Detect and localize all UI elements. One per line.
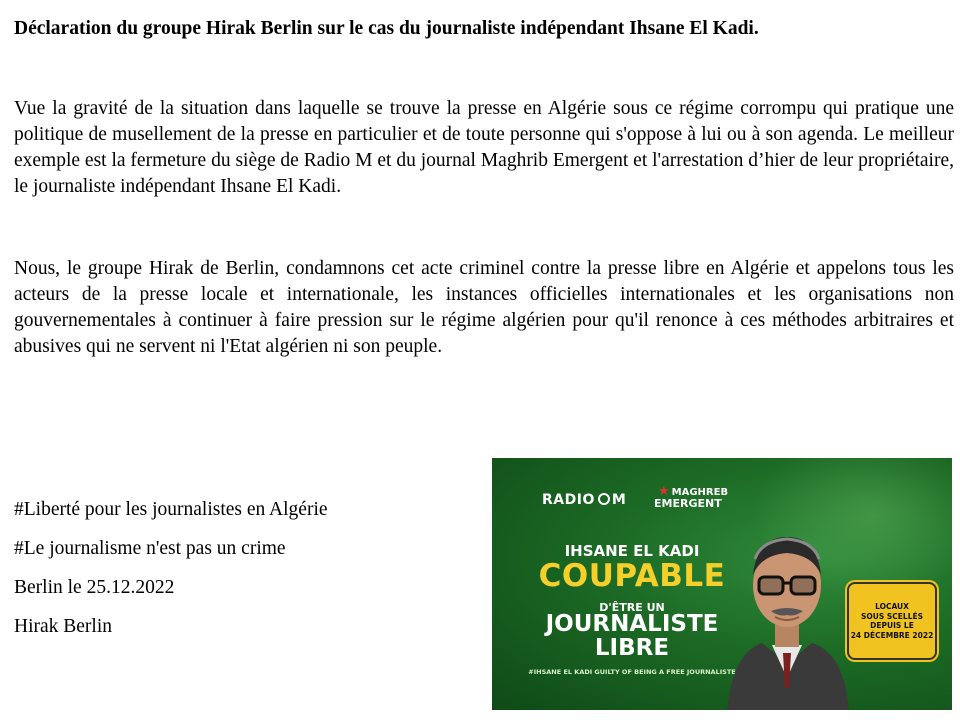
paragraph-1: Vue la gravité de la situation dans laquelle se trouve la presse en Algérie sous ce régime corrompu qui pratique une politique de musellement de la presse en particulier et de toute personne qui s'oppose à lui ou à son agenda. Le meilleur exemple est la fermeture du siège de Radio M et du journal Maghrib Emergent et l'arrestation d’hier de leur propriétaire, le journaliste indépendant Ihsane El Kadi. xyxy=(14,98,954,197)
radio-m-logo: RADIO M xyxy=(542,492,627,508)
hashtag-liberte: #Liberté pour les journalistes en Algérie xyxy=(14,499,328,520)
paragraph-2: Nous, le groupe Hirak de Berlin, condamnons cet acte criminel contre la presse libre en Algérie et appelons tous les acteurs de la presse locale et internationale, les instances officielles internationales et les organisations non gouvernementales à continuer à faire pression sur le régime algérien pour qu'il renonce à ces méthodes arbitraires et abusives qui ne servent ni l'Etat algérien ni son peuple. xyxy=(14,258,954,357)
poster-image xyxy=(492,458,952,710)
poster-name: IHSANE EL KADI xyxy=(564,542,700,560)
star-icon: ★ xyxy=(658,484,670,499)
poster-hashtag: #IHSANE EL KADI GUILTY OF BEING A FREE JOURNALISTE xyxy=(528,668,736,676)
poster-subline: D'ÊTRE UN xyxy=(599,601,665,614)
signature: Hirak Berlin xyxy=(14,616,113,637)
poster-headline-2: JOURNALISTE LIBRE xyxy=(545,611,719,661)
sealed-premises-badge: LOCAUX SOUS SCELLÉS DEPUIS LE 24 DÉCEMBRE 2022 xyxy=(847,582,937,660)
document-title: Déclaration du groupe Hirak Berlin sur le cas du journaliste indépendant Ihsane El Kadi. xyxy=(14,18,759,39)
maghreb-emergent-logo: ★ MAGHREB EMERGENT xyxy=(654,484,729,510)
poster-headline: COUPABLE xyxy=(538,558,726,594)
portrait-illustration xyxy=(717,513,857,710)
hashtag-journalisme: #Le journalisme n'est pas un crime xyxy=(14,538,286,559)
place-date: Berlin le 25.12.2022 xyxy=(14,577,175,598)
